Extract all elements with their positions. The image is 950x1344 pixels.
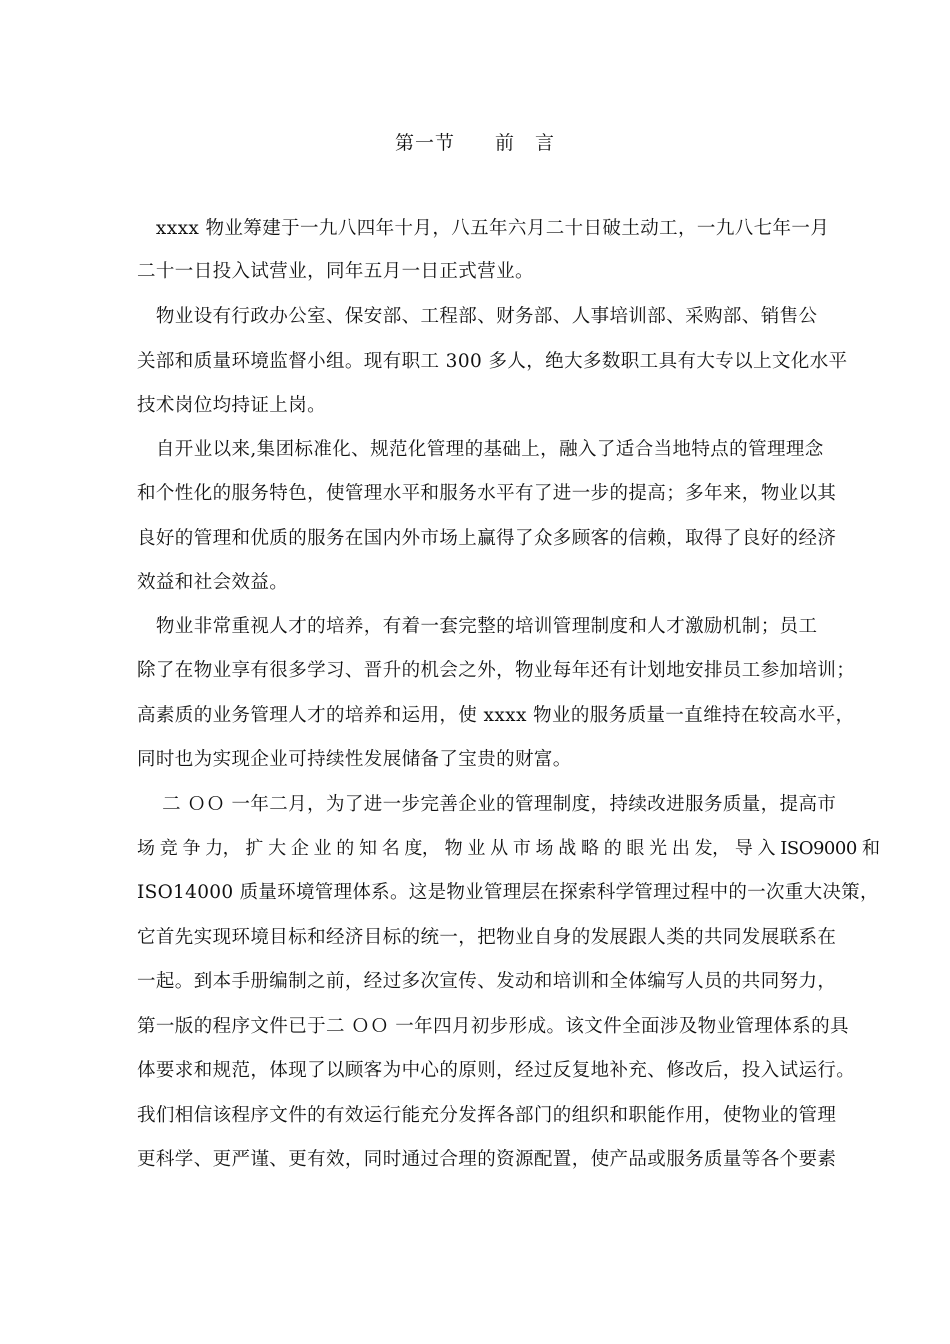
paragraph-line: 二十一日投入试营业，同年五月一日正式营业。 — [137, 261, 534, 282]
paragraph-line: 高素质的业务管理人才的培养和运用，使 xxxx 物业的服务质量一直维持在较高水平， — [137, 705, 855, 726]
paragraph-line: 体要求和规范，体现了以顾客为中心的原则，经过反复地补充、修改后，投入试运行。 — [137, 1060, 856, 1081]
paragraph-line: 关部和质量环境监督小组。现有职工 300 多人，绝大多数职工具有大专以上文化水平 — [137, 351, 848, 372]
paragraph-line: 同时也为实现企业可持续性发展储备了宝贵的财富。 — [137, 749, 572, 770]
paragraph-line: 良好的管理和优质的服务在国内外市场上赢得了众多顾客的信赖，取得了良好的经济 — [137, 528, 837, 549]
section-title: 第一节 前 言 — [394, 132, 555, 154]
paragraph-line: 一起。到本手册编制之前，经过多次宣传、发动和培训和全体编写人员的共同努力， — [137, 971, 837, 992]
paragraph-line: 二 ＯＯ 一年二月，为了进一步完善企业的管理制度，持续改进服务质量，提高市 — [137, 794, 837, 815]
paragraph-line: 除了在物业享有很多学习、晋升的机会之外，物业每年还有计划地安排员工参加培训； — [137, 660, 856, 681]
paragraph-line: 它首先实现环境目标和经济目标的统一，把物业自身的发展跟人类的共同发展联系在 — [137, 927, 837, 948]
paragraph-line: 物业设有行政办公室、保安部、工程部、财务部、人事培训部、采购部、销售公 — [137, 306, 818, 327]
paragraph-line: 和个性化的服务特色，使管理水平和服务水平有了进一步的提高；多年来，物业以其 — [137, 483, 837, 504]
paragraph-line: ISO14000 质量环境管理体系。这是物业管理层在探索科学管理过程中的一次重大决策， — [137, 882, 879, 903]
paragraph-line: xxxx 物业筹建于一九八四年十月，八五年六月二十日破土动工，一九八七年一月 — [137, 218, 830, 239]
paragraph-line: 物业非常重视人才的培养，有着一套完整的培训管理制度和人才激励机制；员工 — [137, 616, 818, 637]
paragraph-line: 我们相信该程序文件的有效运行能充分发挥各部门的组织和职能作用，使物业的管理 — [137, 1105, 837, 1126]
paragraph-line: 场 竞 争 力， 扩 大 企 业 的 知 名 度， 物 业 从 市 场 战 略 的 眼 光 出 发， 导 入 ISO9000 和 — [137, 838, 880, 859]
paragraph-line: 更科学、更严谨、更有效，同时通过合理的资源配置，使产品或服务质量等各个要素 — [137, 1149, 837, 1170]
paragraph-line: 技术岗位均持证上岗。 — [137, 395, 327, 416]
paragraph-line: 第一版的程序文件已于二 ＯＯ 一年四月初步形成。该文件全面涉及物业管理体系的具 — [137, 1016, 849, 1037]
paragraph-line: 自开业以来,集团标准化、规范化管理的基础上，融入了适合当地特点的管理理念 — [137, 439, 824, 460]
paragraph-line: 效益和社会效益。 — [137, 572, 289, 593]
